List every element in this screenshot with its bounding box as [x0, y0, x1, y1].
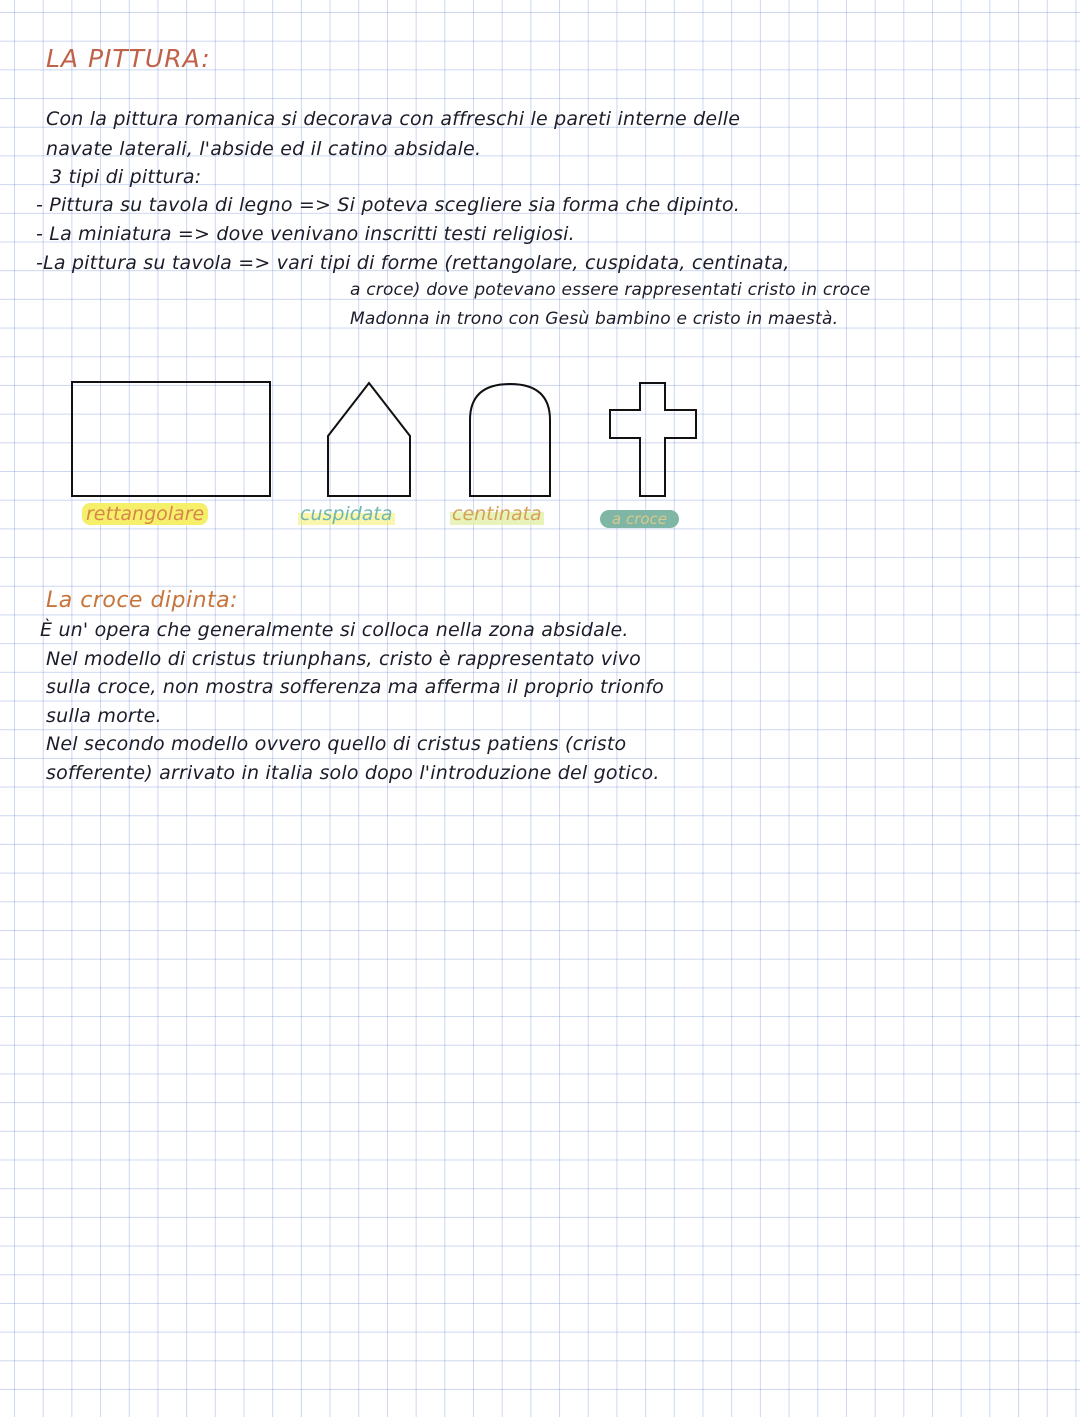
intro-line-2: navate laterali, l'abside ed il catino absidale.: [46, 138, 482, 160]
list-item-2: - La miniatura => dove venivano inscritti testi religiosi.: [36, 223, 575, 245]
intro-line-3: 3 tipi di pittura:: [50, 166, 202, 188]
centinata-shape: [470, 384, 550, 496]
section2-line-5: Nel secondo modello ovvero quello di cristus patiens (cristo: [46, 733, 627, 755]
label-centinata-text: centinata: [452, 503, 542, 525]
page-title: LA PITTURA:: [46, 44, 211, 73]
cuspidata-shape: [328, 383, 410, 496]
list-item-3: -La pittura su tavola => vari tipi di forme (rettangolare, cuspidata, centinata,: [36, 252, 790, 274]
list-item-1: - Pittura su tavola di legno => Si poteva scegliere sia forma che dipinto.: [36, 194, 741, 216]
list-item-3-cont2: Madonna in trono con Gesù bambino e cristo in maestà.: [350, 309, 839, 329]
label-rettangolare-text: rettangolare: [82, 503, 208, 525]
label-a-croce-text: a croce: [600, 510, 679, 528]
label-rettangolare: [82, 503, 208, 525]
cross-shape: [610, 383, 696, 496]
section2-line-2: Nel modello di cristus triunphans, cristo è rappresentato vivo: [46, 648, 641, 670]
section2-line-6: sofferente) arrivato in italia solo dopo l'introduzione del gotico.: [46, 762, 660, 784]
intro-line-1: Con la pittura romanica si decorava con affreschi le pareti interne delle: [46, 108, 741, 130]
label-a-croce: [600, 507, 679, 529]
section2-line-3: sulla croce, non mostra sofferenza ma afferma il proprio trionfo: [46, 676, 664, 698]
shapes-diagram: [0, 0, 1080, 560]
section2-line-4: sulla morte.: [46, 705, 162, 727]
label-centinata: [450, 503, 544, 525]
list-item-3-cont: a croce) dove potevano essere rappresentati cristo in croce: [350, 280, 871, 300]
section2-line-1: È un' opera che generalmente si colloca nella zona absidale.: [40, 619, 629, 641]
label-cuspidata-text: cuspidata: [300, 503, 393, 525]
label-cuspidata: [298, 503, 395, 525]
section-title-croce-dipinta: La croce dipinta:: [46, 588, 239, 613]
rectangular-shape: [72, 382, 270, 496]
